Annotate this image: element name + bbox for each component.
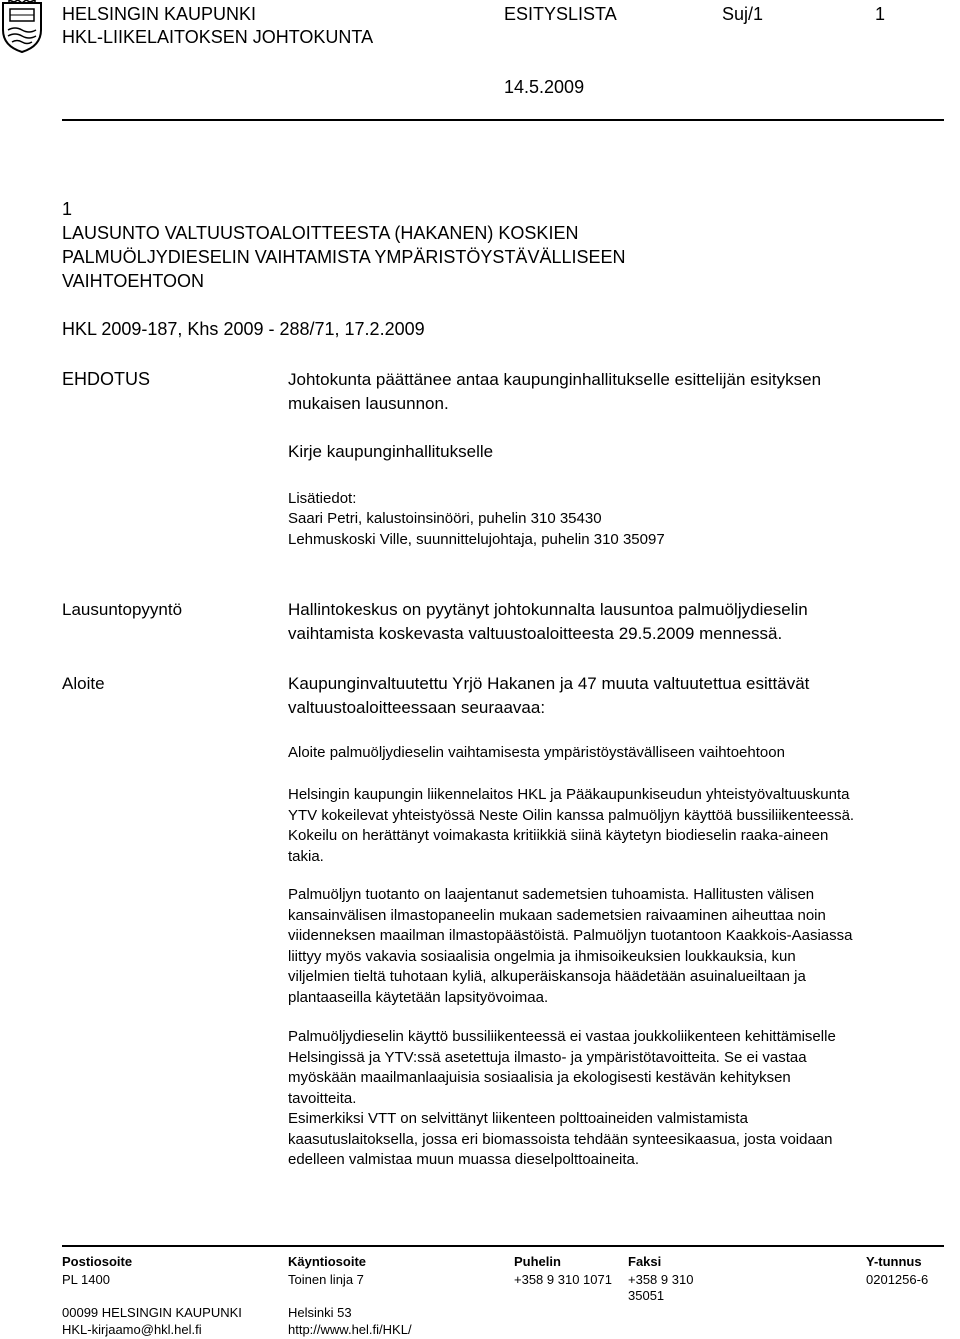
item-reference: Suj/1 [722,4,764,24]
text-line: edelleen valmistaa muun muassa dieselpolttoaineita. [288,1151,640,1168]
text-line: Palmuöljydieselin käyttö bussiliikenteessä ei vastaa joukkoliikenteen kehittämiselle [288,1028,836,1045]
text-line: Aloite palmuöljydieselin vaihtamisesta ympäristöystävälliseen vaihtoehtoon [288,744,785,761]
text-line: viidenneksen maailman ilmastopäästöistä. Palmuöljyn tuotantoon Kaakkois-Aasiassa [288,927,853,944]
meeting-date: 14.5.2009 [504,77,585,97]
text-line: takia. [288,847,324,865]
text-line: Helsingissä ja YTV:ssä asetettuja ilmasto- ja ympäristötavoitteita. Se ei vastaa [288,1048,807,1066]
helsinki-coat-of-arms-icon [0,0,44,54]
page-number: 1 [875,4,886,24]
proposal-label: EHDOTUS [62,369,151,389]
initiative-heading-paragraph [288,743,948,764]
footer-email-link[interactable]: HKL-kirjaamo@hkl.hel.fi [62,1322,202,1337]
request-text-line: vaihtamista koskevasta valtuustoaloitteesta 29.5.2009 mennessä. [288,624,783,643]
footer-website-link[interactable]: http://www.hel.fi/HKL/ [288,1322,412,1337]
footer-phone-label: Puhelin [514,1254,561,1269]
text-line: Palmuöljyn tuotanto on laajentanut sademetsien tuhoamista. Hallitusten välisen [288,886,815,903]
paragraph [288,885,948,1008]
contact-line: Saari Petri, kalustoinsinööri, puhelin 310 35430 [288,510,602,527]
footer-business-id: 0201256-6 [866,1272,929,1287]
footer-fax-cont: 35051 [628,1288,665,1303]
footer-divider [62,1245,944,1247]
footer-postal-code: 00099 HELSINGIN KAUPUNKI [62,1305,242,1320]
footer-postal-label: Postiosoite [62,1254,133,1269]
text-line: tavoitteita. [288,1089,357,1107]
document-type: ESITYSLISTA [504,4,617,24]
text-line: viljelmien tieltä tuhotaan kyliä, alkuperäiskansoja häädetään asuinalueiltaan ja [288,968,806,985]
initiative-text-line: valtuustoaloitteessaan seuraavaa: [288,698,546,717]
request-label: Lausuntopyyntö [62,600,183,619]
item-reference-line: HKL 2009-187, Khs 2009 - 288/71, 17.2.2009 [62,319,425,339]
text-line: plantaaseilla käytetään lapsityövoimaa. [288,988,549,1006]
header-divider [62,119,944,121]
item-title-line: LAUSUNTO VALTUUSTOALOITTEESTA (HAKANEN) KOSKIEN [62,223,579,243]
footer-street-address: Toinen linja 7 [288,1272,364,1287]
contact-line: Lehmuskoski Ville, suunnittelujohtaja, puhelin 310 35097 [288,531,665,548]
item-number: 1 [62,199,73,219]
letter-title: Kirje kaupunginhallitukselle [288,442,494,461]
footer-phone: +358 9 310 1071 [514,1272,612,1287]
text-line: kaasutuslaitoksella, jossa eri biomassoista tehdään synteesikaasua, josta voidaan [288,1130,833,1148]
paragraph [288,1027,948,1171]
item-title-line: PALMUÖLJYDIESELIN VAIHTAMISTA YMPÄRISTÖYSTÄVÄLLISEEN [62,247,626,267]
board-name: HKL-LIIKELAITOKSEN JOHTOKUNTA [62,27,374,47]
org-name: HELSINGIN KAUPUNKI [62,4,257,24]
text-line: Esimerkiksi VTT on selvittänyt liikenteen polttoaineiden valmistamista [288,1110,748,1127]
footer-business-id-label: Y-tunnus [866,1254,922,1269]
footer-city: Helsinki 53 [288,1305,352,1320]
info-heading: Lisätiedot: [288,490,357,507]
item-title-line: VAIHTOEHTOON [62,271,205,291]
text-line: YTV kokeilevat yhteistyössä Neste Oilin kanssa palmuöljyn käyttöä bussiliikenteessä. [288,806,855,824]
footer-visit-label: Käyntiosoite [288,1254,367,1269]
footer-fax: +358 9 310 [628,1272,694,1287]
text-line: liittyy myös vakavia sosiaalisia ongelmia ja ihmisoikeuksien loukkauksia, kun [288,947,796,965]
initiative-label: Aloite [62,674,105,693]
proposal-text-line: Johtokunta päättänee antaa kaupunginhallitukselle esittelijän esityksen [288,370,822,389]
text-line: myöskään maailmanlaajuisia sosiaalisia ja ekologisesti kestävän kehityksen [288,1069,791,1086]
text-line: Kokeilu on herättänyt voimakasta kritiikkiä siinä käytetyn biodieselin raaka-aineen [288,827,829,844]
footer-po-box: PL 1400 [62,1272,110,1287]
text-line: Helsingin kaupungin liikennelaitos HKL ja Pääkaupunkiseudun yhteistyövaltuuskunta [288,786,850,803]
paragraph [288,785,948,867]
initiative-text-line: Kaupunginvaltuutettu Yrjö Hakanen ja 47 muuta valtuutettua esittävät [288,674,810,693]
request-text-line: Hallintokeskus on pyytänyt johtokunnalta lausuntoa palmuöljydieselin [288,600,808,619]
proposal-text-line: mukaisen lausunnon. [288,394,449,413]
footer-fax-label: Faksi [628,1254,662,1269]
text-line: kansainvälisen ilmastopaneelin mukaan sademetsien raivaaminen aiheuttaa noin [288,906,826,924]
